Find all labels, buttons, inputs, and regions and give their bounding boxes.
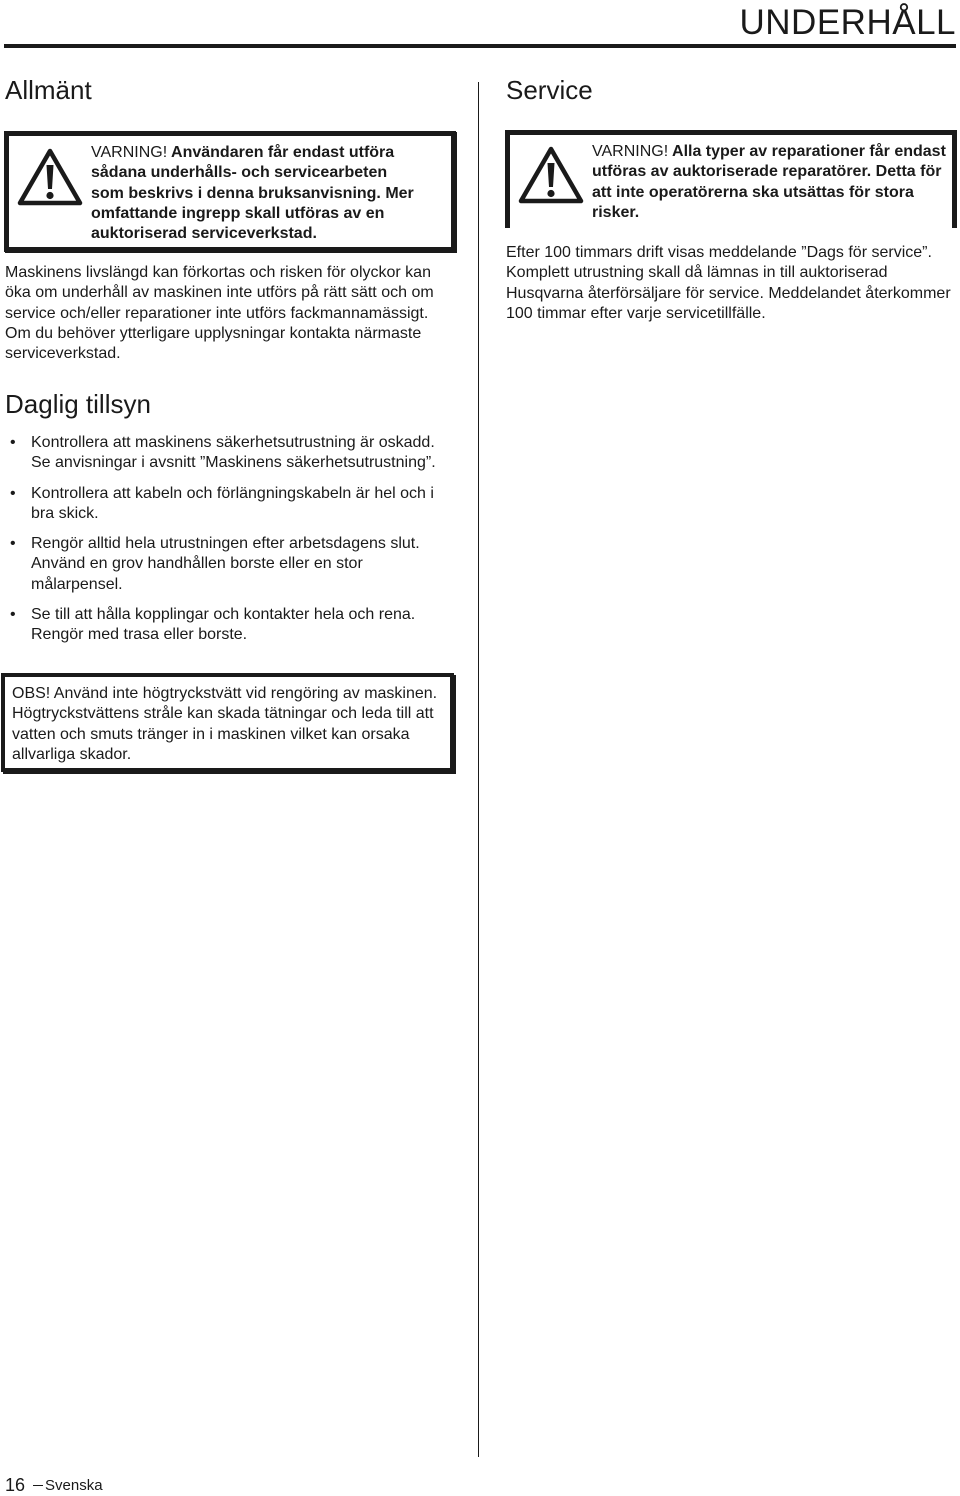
obs-text: OBS! Använd inte högtryckstvätt vid rengöring av maskinen. Högtryckstvättens stråle kan skada tätningar och leda till att vatten och smuts tränger in i maskinen vilket kan orsaka allvarliga skador. bbox=[12, 685, 438, 763]
list-item-text: Rengör alltid hela utrustningen efter arbetsdagens slut. Använd en grov handhållen borste eller en stor målarpensel. bbox=[31, 535, 420, 593]
service-warning-text bbox=[592, 142, 952, 223]
title-rule bbox=[4, 44, 956, 48]
service-warning-box bbox=[505, 130, 957, 228]
daglig-list bbox=[5, 433, 457, 656]
warning-triangle-icon bbox=[17, 148, 83, 206]
bullet-marker: • bbox=[10, 535, 16, 553]
page-title: UNDERHÅLL bbox=[739, 3, 956, 42]
list-item bbox=[5, 484, 457, 525]
bullet-marker: • bbox=[10, 434, 16, 451]
allmant-warning-box bbox=[4, 131, 456, 252]
allmant-heading: Allmänt bbox=[5, 75, 92, 105]
list-item-text: Kontrollera att maskinens säkerhetsutrustning är oskadd. Se anvisningar i avsnitt ”Maskinens säkerhetsutrustning”. bbox=[31, 434, 436, 472]
page-number: 16 bbox=[5, 1475, 26, 1495]
warning-triangle-icon bbox=[518, 146, 584, 204]
footer-language: Svenska bbox=[45, 1477, 103, 1494]
list-item-text: Kontrollera att kabeln och förlängningskabeln är hel och i bra skick. bbox=[31, 484, 434, 522]
footer-dash bbox=[33, 1485, 43, 1486]
list-item bbox=[5, 534, 457, 595]
bullet-marker: • bbox=[10, 606, 16, 624]
service-warning-body: Alla typer av reparationer får endast utföras av auktoriserade reparatörer. Detta för att inte operatörerna ska utsättas för stora risker. bbox=[592, 143, 946, 221]
list-item bbox=[5, 433, 457, 474]
allmant-warning-lead: VARNING! bbox=[91, 144, 168, 161]
column-divider bbox=[478, 82, 479, 1457]
list-item-text: Se till att hålla kopplingar och kontakter hela och rena. Rengör med trasa eller borste. bbox=[31, 606, 416, 644]
service-heading: Service bbox=[506, 75, 593, 105]
list-item bbox=[5, 605, 457, 646]
service-warning-lead: VARNING! bbox=[592, 143, 669, 160]
allmant-warning-text bbox=[91, 143, 423, 244]
allmant-warning-body: Användaren får endast utföra sådana underhålls- och servicearbeten som beskrivs i denna bruksanvisning. Mer omfattande ingrepp skall utföras av en auktoriserad serviceverkstad. bbox=[91, 144, 414, 243]
service-paragraph: Efter 100 timmars drift visas meddelande ”Dags för service”. Komplett utrustning skall då lämnas in till auktoriserad Husqvarna återförsäljare för service. Meddelandet återkommer 100 timmar efter varje servicetillfälle. bbox=[506, 244, 951, 322]
allmant-paragraph: Maskinens livslängd kan förkortas och risken för olyckor kan öka om underhåll av maskinen inte utförs på rätt sätt och om service och/eller reparationer inte utförs fackmannamässigt. Om du behöver ytterligare upplysningar kontakta närmaste serviceverkstad. bbox=[5, 264, 434, 363]
daglig-heading: Daglig tillsyn bbox=[5, 389, 151, 419]
obs-box bbox=[1, 673, 454, 772]
bullet-marker: • bbox=[10, 484, 16, 502]
